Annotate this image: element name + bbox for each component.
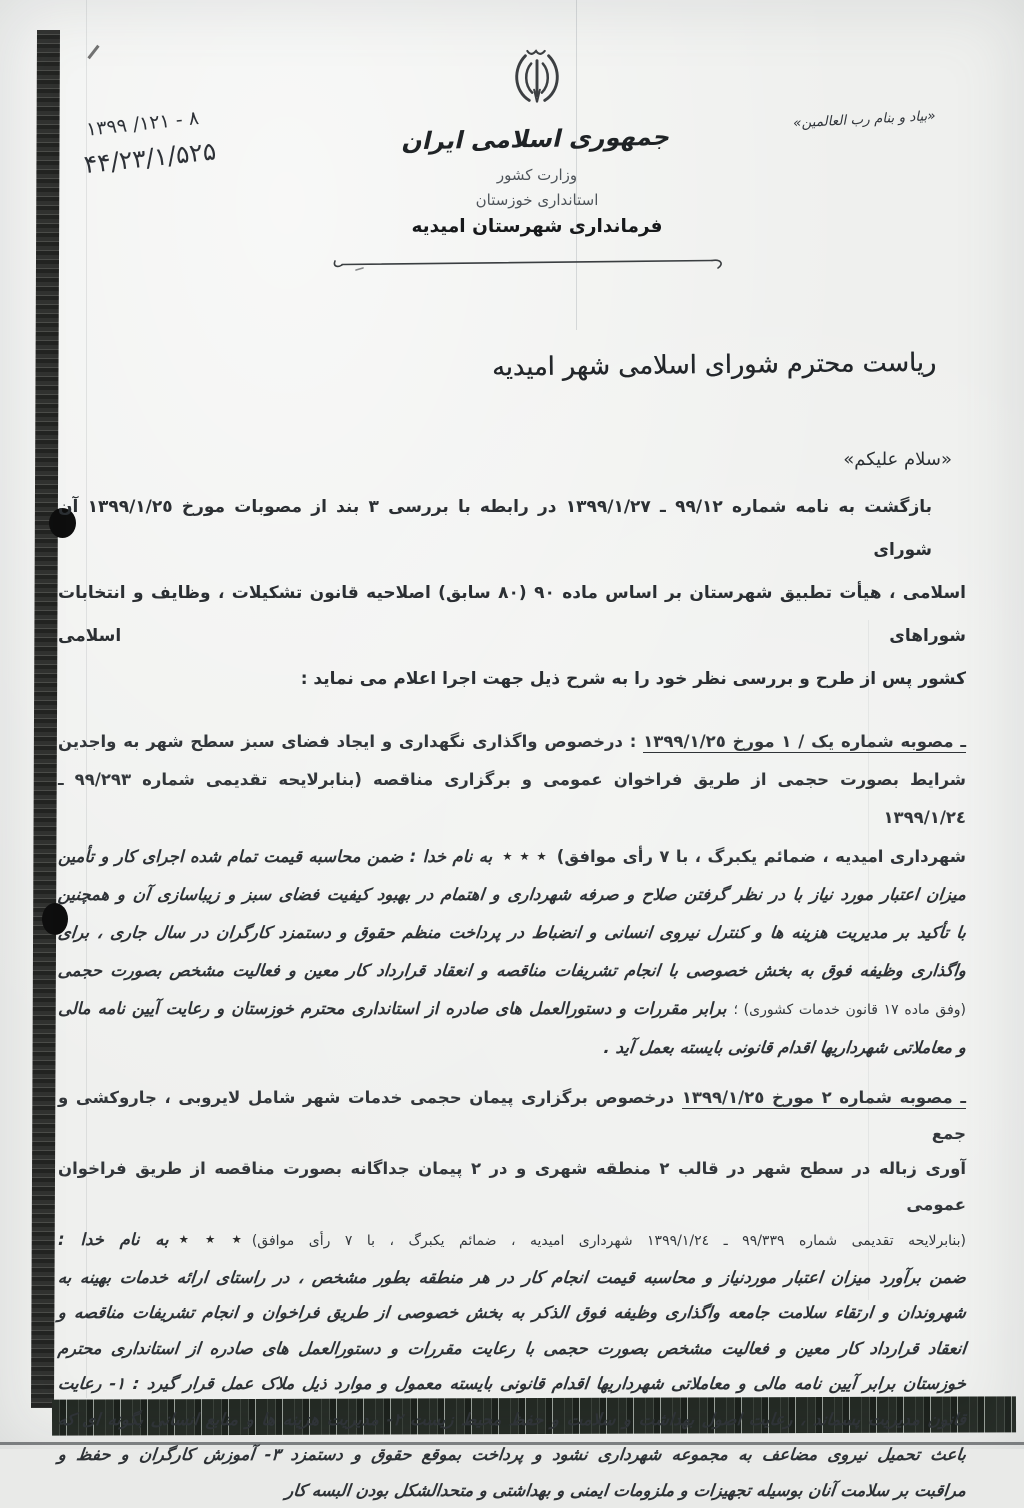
resolution-1-response-line — [58, 990, 966, 1029]
letterhead-office: فرمانداری شهرستان امیدیه — [362, 216, 712, 237]
resolution-2-heading: ـ مصوبه شماره ٢ مورخ ١٣٩٩/١/٢٥ — [682, 1088, 966, 1109]
resolution-2-attachments-note: (بنابرلایحه تقدیمی شماره ٩٩/٣٣٩ ـ ١٣٩٩/١/٢٤ شهرداری امیدیه ، ضمائم یکبرگ ، با ٧ رأی موافق) — [252, 1233, 966, 1249]
intro-paragraph — [58, 486, 966, 701]
resolution-1-paragraph — [58, 723, 966, 1067]
resolution-2-paragraph — [58, 1080, 966, 1508]
resolution-1-heading-rest: : درخصوص واگذاری نگهداری و ایجاد فضای سبز سطح شهر به واجدین — [58, 732, 643, 751]
handwritten-invocation: «بیاد و بنام رب العالمین» — [793, 105, 999, 132]
letterhead-province: استانداری خوزستان — [362, 191, 712, 209]
salutation: «سلام علیکم» — [843, 449, 952, 470]
resolution-1-response-line: با تأکید بر مدیریت هزینه ها و کنترل نیروی انسانی و انضباط در پرداخت منظم حقوق و دستمزد کارگران در سال جاری ، برای — [56, 914, 968, 952]
resolution-1-response-line: واگذاری وظیفه فوق به بخش خصوصی با انجام تشریفات مناقصه و انعقاد قرارداد کار معین و فعالیت مشخص بصورت حجمی — [56, 952, 968, 990]
asterisk-separator: ٭ ٭ ٭ — [502, 845, 547, 867]
resolution-1-response-text: برابر مقررات و دستورالعمل های صادره از استانداری محترم خوزستان و رعایت آیین نامه مالی — [58, 999, 727, 1018]
resolution-1-response-line: میزان اعتبار مورد نیاز با در نظر گرفتن صلاح و صرفه شهرداری و اهتمام در بهبود کیفیت فضای سبز و زیباسازی آن و همچنین — [56, 876, 968, 914]
resolution-2-heading-line — [58, 1080, 966, 1151]
pen-scratch-mark — [87, 45, 99, 59]
scan-binding-edge — [31, 30, 60, 1408]
letterhead-country: جمهوری اسلامی ایران — [358, 122, 716, 156]
letter-body — [58, 486, 966, 1508]
intro-line-2: اسلامی ، هیأت تطبیق شهرستان بر اساس ماده ٩٠ (٨٠ سابق) اصلاحیه قانون تشکیلات ، وظایف و انتخابات شوراهای اسلامی — [58, 572, 966, 658]
resolution-1-line — [58, 837, 966, 876]
resolution-1-response-line: و معاملاتی شهرداریها اقدام قانونی بایسته بعمل آید . — [56, 1029, 968, 1067]
resolution-2-heading-rest: درخصوص برگزاری پیمان حجمی خدمات شهر شامل لایروبی ، جاروکشی و جمع — [58, 1088, 966, 1143]
resolution-2-response-line: انعقاد قرارداد کار معین و فعالیت مشخص بصورت حجمی با رعایت مقررات و دستورالعمل های صادره از استانداری محترم — [56, 1331, 968, 1367]
resolution-1-heading-line — [58, 723, 966, 761]
intro-line-1: بازگشت به نامه شماره ٩٩/١٢ ـ ١٣٩٩/١/٢٧ در رابطه با بررسی ٣ بند از مصوبات مورخ ١٣٩٩/١/٢٥ آن شورای — [58, 486, 966, 572]
iran-emblem-icon — [506, 40, 568, 122]
resolution-2-line — [58, 1222, 966, 1260]
intro-line-3: کشور پس از طرح و بررسی نظر خود را به شرح ذیل جهت اجرا اعلام می نماید : — [58, 658, 966, 701]
resolution-2-line: آوری زباله در سطح شهر در قالب ٢ منطقه شهری و در ٢ پیمان جداگانه بصورت مناقصه از طریق فراخوان عمومی — [58, 1151, 966, 1222]
resolution-1-line: شرایط بصورت حجمی از طریق فراخوان عمومی و برگزاری مناقصه (بنابرلایحه تقدیمی شماره ٩٩/٢٩٣ ـ ١٣٩٩/١/٢٤ — [58, 761, 966, 837]
resolution-2-response-line: باعث تحمیل نیروی مضاعف به مجموعه شهرداری نشود و پرداخت بموقع حقوق و دستمزد ٣- آموزش کارگران و حفظ و — [56, 1437, 968, 1473]
letterhead-ministry: وزارت کشور — [362, 166, 712, 184]
resolution-1-attachments-note: شهرداری امیدیه ، ضمائم یکبرگ ، با ٧ رأی موافق) — [557, 847, 966, 866]
resolution-2-response-start: به نام خدا : — [58, 1230, 169, 1249]
resolution-1-response-start: به نام خدا : ضمن محاسبه قیمت تمام شده اجرای کار و تأمین — [58, 847, 492, 866]
asterisk-separator: ٭ ٭ ٭ — [179, 1228, 242, 1250]
resolution-2-response-line: مراقبت بر سلامت آنان بوسیله تجهیزات و ملزومات ایمنی و بهداشتی و متحدالشکل بودن البسه کار — [56, 1473, 968, 1508]
ref-number-line2: ۴۴/۲۳/۱/۵۲۵ — [82, 136, 217, 179]
letterhead — [362, 40, 712, 237]
resolution-2-response-line: ضمن برآورد میزان اعتبار موردنیاز و محاسبه قیمت انجام کار در هر منطقه بطور مشخص ، در راستای ارائه خدمات بهینه به — [56, 1260, 968, 1296]
handwritten-reference-numbers — [85, 106, 217, 179]
ref-number-line1: ۱۳۹۹ /۱۲۱ - ۸ — [85, 106, 213, 141]
letterhead-divider-line — [330, 255, 730, 273]
resolution-2-response-line: خوزستان برابر آیین نامه مالی و معاملاتی شهرداریها اقدام قانونی بایسته معمول و موارد ذیل ملاک عمل قرار گیرد : ١- رعایت — [56, 1366, 968, 1402]
resolution-2-response-line: شهروندان و ارتقاء سلامت جامعه واگذاری وظیفه فوق الذکر به بخش خصوصی از طریق فراخوان و انجام تشریفات مناقصه و — [56, 1295, 968, 1331]
addressee-line: ریاست محترم شورای اسلامی شهر امیدیه — [492, 348, 936, 383]
resolution-1-heading: ـ مصوبه شماره یک / ١ مورخ ١٣٩٩/١/٢٥ — [643, 732, 966, 753]
resolution-2-response-line: قانون مدیریت پسماند ، رعایت اصول بهداشت و سلامت و حفظ محیط زیست ٢- مدیریت هزینه ها و منابع انسانی بگونه ای که — [56, 1402, 968, 1438]
legal-reference-note: (وفق ماده ١٧ قانون خدمات کشوری) ؛ — [734, 1002, 967, 1018]
